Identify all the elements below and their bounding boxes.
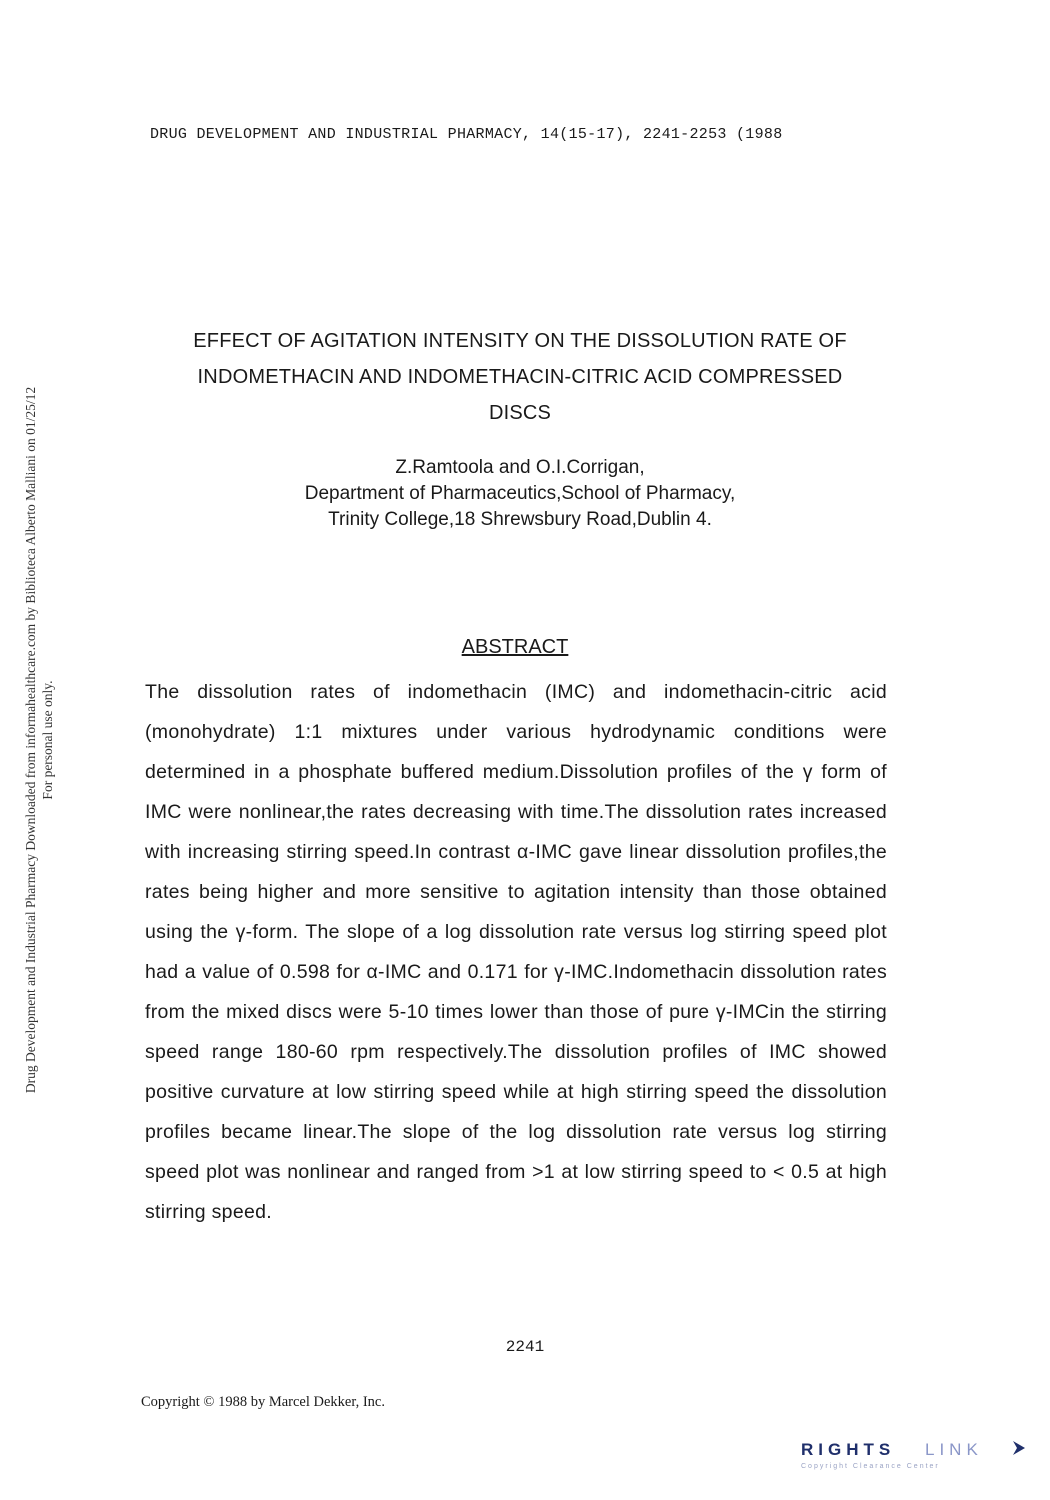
download-notice xyxy=(22,290,62,1190)
title-line: EFFECT OF AGITATION INTENSITY ON THE DISSOLUTION RATE OF xyxy=(193,330,847,352)
abstract-body: The dissolution rates of indomethacin (IMC) and indomethacin-citric acid (monohydrate) 1:1 mixtures under various hydrodynamic conditions were determined in a phosphate buffered medium.Dissolution profiles of the γ form of IMC were nonlinear,the rates decreasing with time.The dissolution rates increased with increasing stirring speed.In contrast α-IMC gave linear dissolution profiles,the rates being higher and more sensitive to agitation intensity than those obtained using the γ-form. The slope of a log dissolution rate versus log stirring speed plot had a value of 0.598 for α-IMC and 0.171 for γ-IMC.Indomethacin dissolution rates from the mixed discs were 5-10 times lower than those of pure γ-IMCin the stirring speed range 180-60 rpm respectively.The dissolution profiles of IMC showed positive curvature at low stirring speed while at high stirring speed the dissolution profiles became linear.The slope of the log dissolution rate versus log stirring speed plot was nonlinear and ranged from >1 at low stirring speed to < 0.5 at high stirring speed. xyxy=(145,681,887,1223)
title-line: DISCS xyxy=(488,402,552,424)
article-title xyxy=(140,323,900,431)
author-address: Trinity College,18 Shrewsbury Road,Dublin 4. xyxy=(328,509,712,530)
rightslink-logo xyxy=(799,1436,1031,1472)
download-notice-line-1: Drug Development and Industrial Pharmacy Downloaded from informahealthcare.com by Biblioteca Alberto Malliani on 01/25/12 xyxy=(23,386,38,1094)
rightslink-logo-light: LINK xyxy=(925,1440,983,1459)
author-names: Z.Ramtoola and O.I.Corrigan, xyxy=(395,457,645,478)
rightslink-logo-tagline: Copyright Clearance Center xyxy=(801,1463,940,1470)
abstract-heading: ABSTRACT xyxy=(461,636,569,658)
chevron-icon xyxy=(1013,1441,1025,1455)
title-line: INDOMETHACIN AND INDOMETHACIN-CITRIC ACID COMPRESSED xyxy=(197,366,843,388)
author-block xyxy=(140,455,900,533)
rightslink-logo-bold: RIGHTS xyxy=(801,1440,896,1459)
journal-header: DRUG DEVELOPMENT AND INDUSTRIAL PHARMACY, 14(15-17), 2241-2253 (1988 xyxy=(150,126,783,143)
page-number: 2241 xyxy=(505,1338,545,1356)
copyright-notice: Copyright © 1988 by Marcel Dekker, Inc. xyxy=(141,1394,385,1410)
download-notice-line-2: For personal use only. xyxy=(40,680,55,800)
author-department: Department of Pharmaceutics,School of Pharmacy, xyxy=(304,483,736,504)
